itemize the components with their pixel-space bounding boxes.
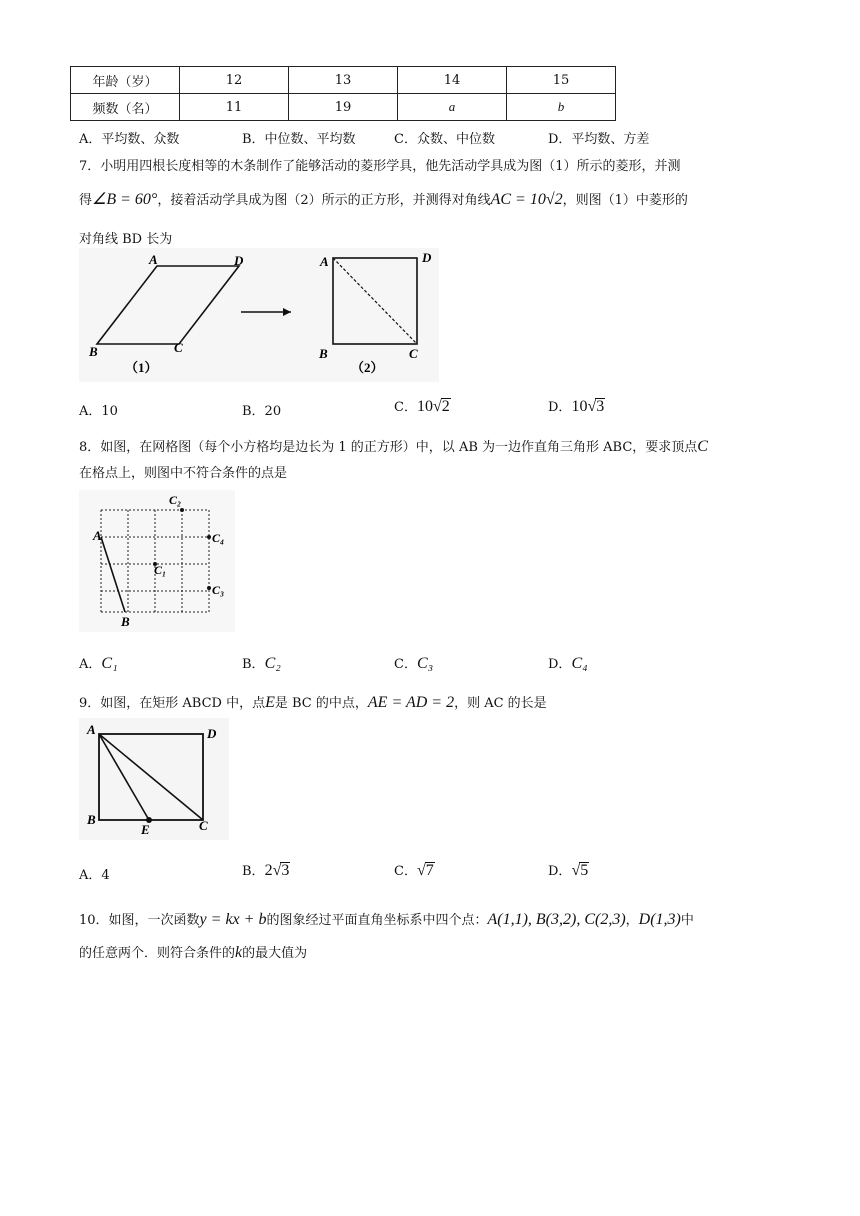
q8-option-b [242, 653, 281, 673]
label-e: E [141, 822, 150, 837]
fig2-caption: （2） [351, 360, 384, 375]
q8-option-c [394, 653, 433, 673]
table-row [71, 67, 616, 94]
q7-figure [79, 248, 439, 382]
option-radicand: 3 [281, 862, 290, 879]
q9-text: 是 BC 的中点， [274, 696, 368, 711]
table-cell: 19 [289, 94, 398, 121]
q8-c: C [697, 438, 708, 455]
option-label: D． [548, 400, 572, 415]
q7-line1: 7．小明用四根长度相等的木条制作了能够活动的菱形学具，他先活动学具成为图（1）所示的菱形，并测 [79, 159, 681, 174]
q10-text: 的任意两个．则符合条件的 [79, 946, 236, 961]
option-label: D． [548, 864, 572, 879]
q10-text: 中 [680, 913, 694, 928]
label-c: C [199, 818, 208, 833]
label-a: A [93, 528, 102, 543]
q10-text: 的最大值为 [242, 946, 308, 961]
q9-rectangle-figure [79, 718, 229, 840]
table-cell: b [507, 94, 616, 121]
table-cell: 14 [398, 67, 507, 94]
option-label: C． [394, 657, 417, 672]
q7-angle: ∠B = 60° [92, 191, 158, 208]
q7-option-d: D．10√3 [548, 398, 605, 415]
option-value: C₄ [571, 655, 588, 672]
q10-k: k [235, 944, 243, 961]
q7-line2 [79, 189, 688, 209]
table-cell: 13 [289, 67, 398, 94]
label-c3: C₃ [212, 583, 225, 597]
table-cell: 频数（名） [71, 94, 180, 121]
option-label: C． [394, 400, 417, 415]
fig1-caption: （1） [125, 360, 158, 375]
q7-text: ，接着活动学具成为图（2）所示的正方形，并测得对角线 [157, 193, 491, 208]
q10-point-d: D(1,3) [638, 911, 681, 928]
label-c1: C₁ [154, 563, 167, 577]
q10-line1 [79, 909, 694, 929]
q10-text: 的图象经过平面直角坐标系中四个点： [266, 913, 488, 928]
option-value: C₁ [101, 655, 118, 672]
option-value: 2 [264, 862, 273, 879]
label-b: B [87, 812, 96, 827]
q6-option-a: A．平均数、众数 [79, 132, 180, 147]
q8-grid-figure [79, 490, 235, 632]
option-label: D． [548, 657, 572, 672]
label-c: C [174, 340, 183, 355]
q8-option-a [79, 653, 118, 673]
option-value: 10 [571, 398, 588, 415]
q8-line1 [79, 436, 708, 456]
q9-text: ，则 AC 的长是 [454, 696, 547, 711]
option-radicand: 7 [425, 862, 434, 879]
q7-option-a: A．10 [79, 404, 118, 419]
figure-background [79, 490, 235, 632]
q7-option-c: C．10√2 [394, 398, 450, 415]
point-c2 [180, 508, 184, 512]
option-label: B． [242, 864, 265, 879]
q10-func: y = kx + b [199, 911, 267, 928]
label-b: B [121, 614, 130, 629]
q10-line2 [79, 942, 307, 962]
table-cell: 11 [180, 94, 289, 121]
label-b: B [89, 344, 98, 359]
option-label: B． [242, 657, 265, 672]
option-radicand: 5 [580, 862, 589, 879]
label-d: D [234, 253, 244, 268]
frequency-table [70, 66, 616, 121]
label-c2: C₂ [169, 493, 182, 507]
q7-option-b: B．20 [242, 404, 282, 419]
option-label: A． [79, 657, 102, 672]
label-a: A [320, 254, 329, 269]
label-b: B [319, 346, 328, 361]
table-cell: 年龄（岁） [71, 67, 180, 94]
label-a: A [149, 252, 158, 267]
q9-text: 9．如图，在矩形 ABCD 中，点 [79, 696, 266, 711]
option-value: C₃ [416, 655, 434, 672]
q7-text: ，则图（1）中菱形的 [562, 193, 688, 208]
q6-option-b: B．中位数、平均数 [242, 132, 356, 147]
q7-line3: 对角线 BD 长为 [79, 232, 173, 247]
q7-text: 得 [79, 193, 93, 208]
option-label: C． [394, 864, 417, 879]
q8-option-d [548, 653, 588, 673]
table-row [71, 94, 616, 121]
q10-points: A(1,1), B(3,2), C(2,3) [487, 911, 626, 928]
label-a: A [87, 722, 96, 737]
q10-text: 10．如图，一次函数 [79, 913, 200, 928]
option-value: 10 [416, 398, 433, 415]
q7-ac: AC = 10√2 [490, 191, 563, 208]
option-radicand: 2 [441, 398, 450, 415]
q6-option-c: C．众数、中位数 [394, 132, 495, 147]
q9-option-a: A．4 [79, 868, 110, 883]
q9-eq: AE = AD = 2 [367, 694, 455, 711]
point-c4 [207, 535, 211, 539]
table-cell: 12 [180, 67, 289, 94]
option-value: C₂ [264, 655, 281, 672]
q6-option-d: D．平均数、方差 [548, 132, 650, 147]
label-c4: C₄ [212, 531, 225, 545]
q9-e: E [265, 694, 275, 711]
label-d: D [207, 726, 217, 741]
point-c3 [207, 586, 211, 590]
option-radicand: 3 [596, 398, 605, 415]
q10-text: ， [625, 913, 639, 928]
q8-text: 8．如图，在网格图（每个小方格均是边长为 1 的正方形）中，以 AB 为一边作直角三角形 ABC，要求顶点 [79, 440, 698, 455]
label-c: C [409, 346, 418, 361]
q9-line1 [79, 692, 547, 712]
table-cell: 15 [507, 67, 616, 94]
label-d: D [422, 250, 432, 265]
q9-option-c: C．√7 [394, 862, 434, 879]
q9-option-b: B．2√3 [242, 862, 290, 879]
q8-line2: 在格点上，则图中不符合条件的点是 [79, 466, 288, 481]
q9-option-d: D．√5 [548, 862, 589, 879]
table-cell: a [398, 94, 507, 121]
